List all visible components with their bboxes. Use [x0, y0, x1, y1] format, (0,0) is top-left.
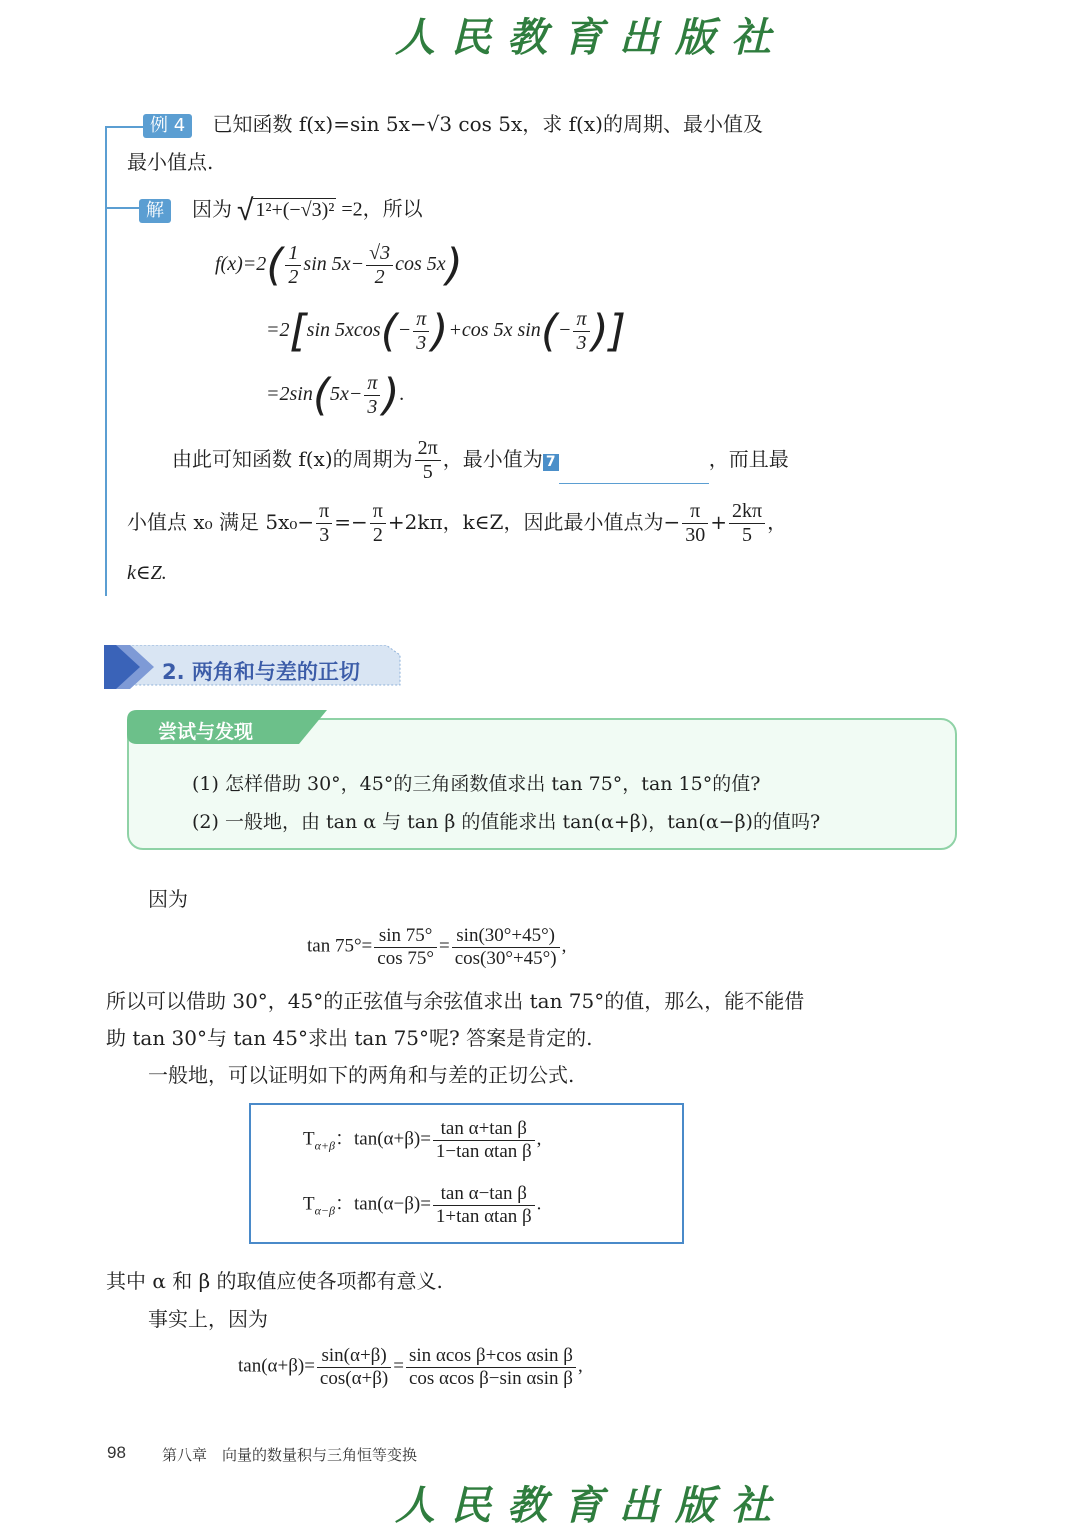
tan-diff-label: T: [303, 1193, 315, 1215]
tan-diff-num: tan α−tan β: [433, 1183, 535, 1206]
min-pt-2kpi: 2kπ: [729, 500, 765, 524]
sqrt3-num: √3: [366, 242, 393, 266]
min-pt-three: 3: [319, 524, 330, 546]
explore-q2: (2) 一般地，由 tan α 与 tan β 的值能求出 tan(α+β)，tan(α−β)的值吗?: [192, 811, 821, 833]
eq3-three: 3: [367, 396, 378, 418]
para1-line2: 助 tan 30°与 tan 45°求出 tan 75°呢? 答案是肯定的.: [106, 1026, 593, 1050]
min-pt-two: 2: [372, 524, 383, 546]
page-number: 98: [107, 1443, 126, 1462]
example-line2: 最小值点.: [127, 150, 214, 174]
eq1-lhs: f(x)=2: [215, 253, 267, 276]
example-line1: [143, 114, 763, 138]
eq2-neg1: −: [397, 319, 412, 342]
period-den: 5: [422, 461, 433, 483]
eq2-part1: =2: [266, 319, 290, 342]
sin75: sin 75°: [374, 925, 437, 948]
sqrt-result: =2，所以: [341, 198, 423, 221]
publisher-logo-bottom: 人民教育出版社: [395, 1482, 787, 1529]
derivation-f2-num: sin αcos β+cos αsin β: [406, 1345, 576, 1368]
because-text: 因为: [192, 198, 232, 221]
eq2-pi1: π: [413, 308, 429, 332]
conclusion-c: ，而且最: [708, 447, 789, 471]
conclusion-b: ，最小值为: [442, 447, 543, 471]
section-title: 2. 两角和与差的正切: [162, 660, 360, 684]
tan75-comma: ,: [561, 935, 567, 957]
tan75-equation: tan 75°= $\frac{\sin 75^\circ}{\cos 75^\circ}$ = $\frac{\sin(30^\circ+45^\circ)}{\cos(30^\circ+45^\circ)}$ ,: [307, 925, 567, 969]
last-line: k∈Z.: [127, 562, 167, 584]
eq3-end: .: [399, 383, 405, 406]
period-num: 2π: [415, 437, 441, 461]
publisher-logo-top: 人民教育出版社: [395, 14, 787, 61]
fact-text: 事实上，因为: [148, 1307, 268, 1331]
min-pt-b: =−: [334, 510, 368, 534]
derivation-f1-num: sin(α+β): [317, 1345, 391, 1368]
body-because: 因为: [148, 887, 188, 911]
tan-diff-end: .: [536, 1193, 542, 1215]
eq2-part3: +cos 5x sin: [448, 319, 541, 342]
example-bracket: [105, 126, 107, 596]
half-den: 2: [288, 266, 299, 288]
tan-diff-den: 1+tan αtan β: [435, 1205, 532, 1227]
range-note: 其中 α 和 β 的取值应使各项都有意义.: [106, 1269, 443, 1293]
para2: 一般地，可以证明如下的两角和与差的正切公式.: [148, 1063, 575, 1087]
derivation-f1-den: cos(α+β): [319, 1367, 389, 1389]
eq2-pi2: π: [573, 308, 589, 332]
tan-diff-sub: α−β: [314, 1203, 335, 1218]
min-pt-pi3: π: [682, 500, 708, 524]
example-problem: 已知函数 f(x)=sin 5x−√3 cos 5x，求 f(x)的周期、最小值及: [212, 112, 763, 136]
explore-title: 尝试与发现: [158, 721, 254, 743]
tan-diff-formula: [303, 1183, 541, 1228]
equation-1: f(x)=2( $\frac{1}{2}$ sin 5x− $\frac{√3}{2}$ cos 5x): [215, 239, 463, 291]
eq2-part2: sin 5xcos: [306, 319, 381, 342]
derivation-eq: =: [393, 1355, 404, 1377]
min-pt-a: 小值点 x₀ 满足 5x₀−: [127, 510, 315, 534]
tan75-lhs: tan 75°=: [307, 935, 373, 957]
min-pt-pi1: π: [316, 500, 332, 524]
derivation-f2-den: cos αcos β−sin αsin β: [408, 1367, 573, 1389]
eq3-pi: π: [364, 372, 380, 396]
min-pt-five: 5: [742, 524, 753, 546]
tan-sum-lhs: ：tan(α+β)=: [334, 1128, 431, 1150]
eq2-three2: 3: [576, 332, 587, 354]
min-pt-c: +2kπ，k∈Z，因此最小值点为−: [387, 510, 681, 534]
eq2-neg2: −: [557, 319, 572, 342]
chapter-title: 第八章 向量的数量积与三角恒等变换: [162, 1446, 418, 1464]
min-pt-thirty: 30: [685, 524, 706, 546]
question-number-badge[interactable]: 7: [543, 454, 559, 471]
min-pt-end: ，: [767, 510, 788, 534]
cos-30-45: cos(30°+45°): [454, 947, 557, 969]
equation-3: =2sin(5x− $\frac{\pi}{3}$ ).: [266, 369, 405, 421]
tan-sum-sub: α+β: [314, 1138, 335, 1153]
explore-q1: (1) 怎样借助 30°，45°的三角函数值求出 tan 75°，tan 15°的值?: [192, 773, 761, 795]
tan-sum-den: 1−tan αtan β: [435, 1140, 532, 1162]
solution-line1: 解 因为 √ 1²+(−√3)² =2，所以: [139, 196, 423, 226]
tan-sum-num: tan α+tan β: [433, 1118, 535, 1141]
cos75: cos 75°: [377, 947, 434, 969]
para1-line1: 所以可以借助 30°，45°的正弦值与余弦值求出 tan 75°的值，那么，能不能借: [106, 989, 805, 1013]
example-badge: 例 4: [143, 114, 192, 138]
derivation-lhs: tan(α+β)=: [238, 1355, 315, 1377]
eq1-term2: cos 5x: [395, 253, 446, 276]
solution-bracket-tick: [105, 207, 141, 209]
example-bracket-top: [105, 126, 145, 128]
tan-sum-derivation: [238, 1345, 583, 1390]
tan-sum-formula: [303, 1118, 541, 1163]
conclusion-a: 由此可知函数 f(x)的周期为: [172, 447, 413, 471]
sqrt3-den: 2: [374, 266, 385, 288]
tan-sum-label: T: [303, 1128, 315, 1150]
min-point-line: [127, 500, 787, 547]
eq3-part2: 5x−: [330, 383, 363, 406]
eq2-three1: 3: [416, 332, 427, 354]
tan-sum-end: ,: [536, 1128, 542, 1150]
answer-blank: [559, 463, 709, 484]
derivation-end: ,: [577, 1355, 583, 1377]
half-num: 1: [285, 242, 301, 266]
eq3-part1: =2sin: [266, 383, 313, 406]
sqrt-expression: 1²+(−√3)²: [255, 198, 335, 221]
equation-2: =2[sin 5xcos(− $\frac{\pi}{3}$ )+cos 5x sin(− $\frac{\pi}{3}$ )]: [266, 305, 626, 357]
conclusion-line: [172, 437, 789, 484]
min-pt-pi2: π: [370, 500, 386, 524]
tan-diff-lhs: ：tan(α−β)=: [334, 1193, 431, 1215]
sin-30-45: sin(30°+45°): [452, 925, 560, 948]
eq1-term1: sin 5x−: [303, 253, 365, 276]
min-pt-d: +: [710, 510, 727, 534]
solution-badge: 解: [139, 199, 171, 223]
